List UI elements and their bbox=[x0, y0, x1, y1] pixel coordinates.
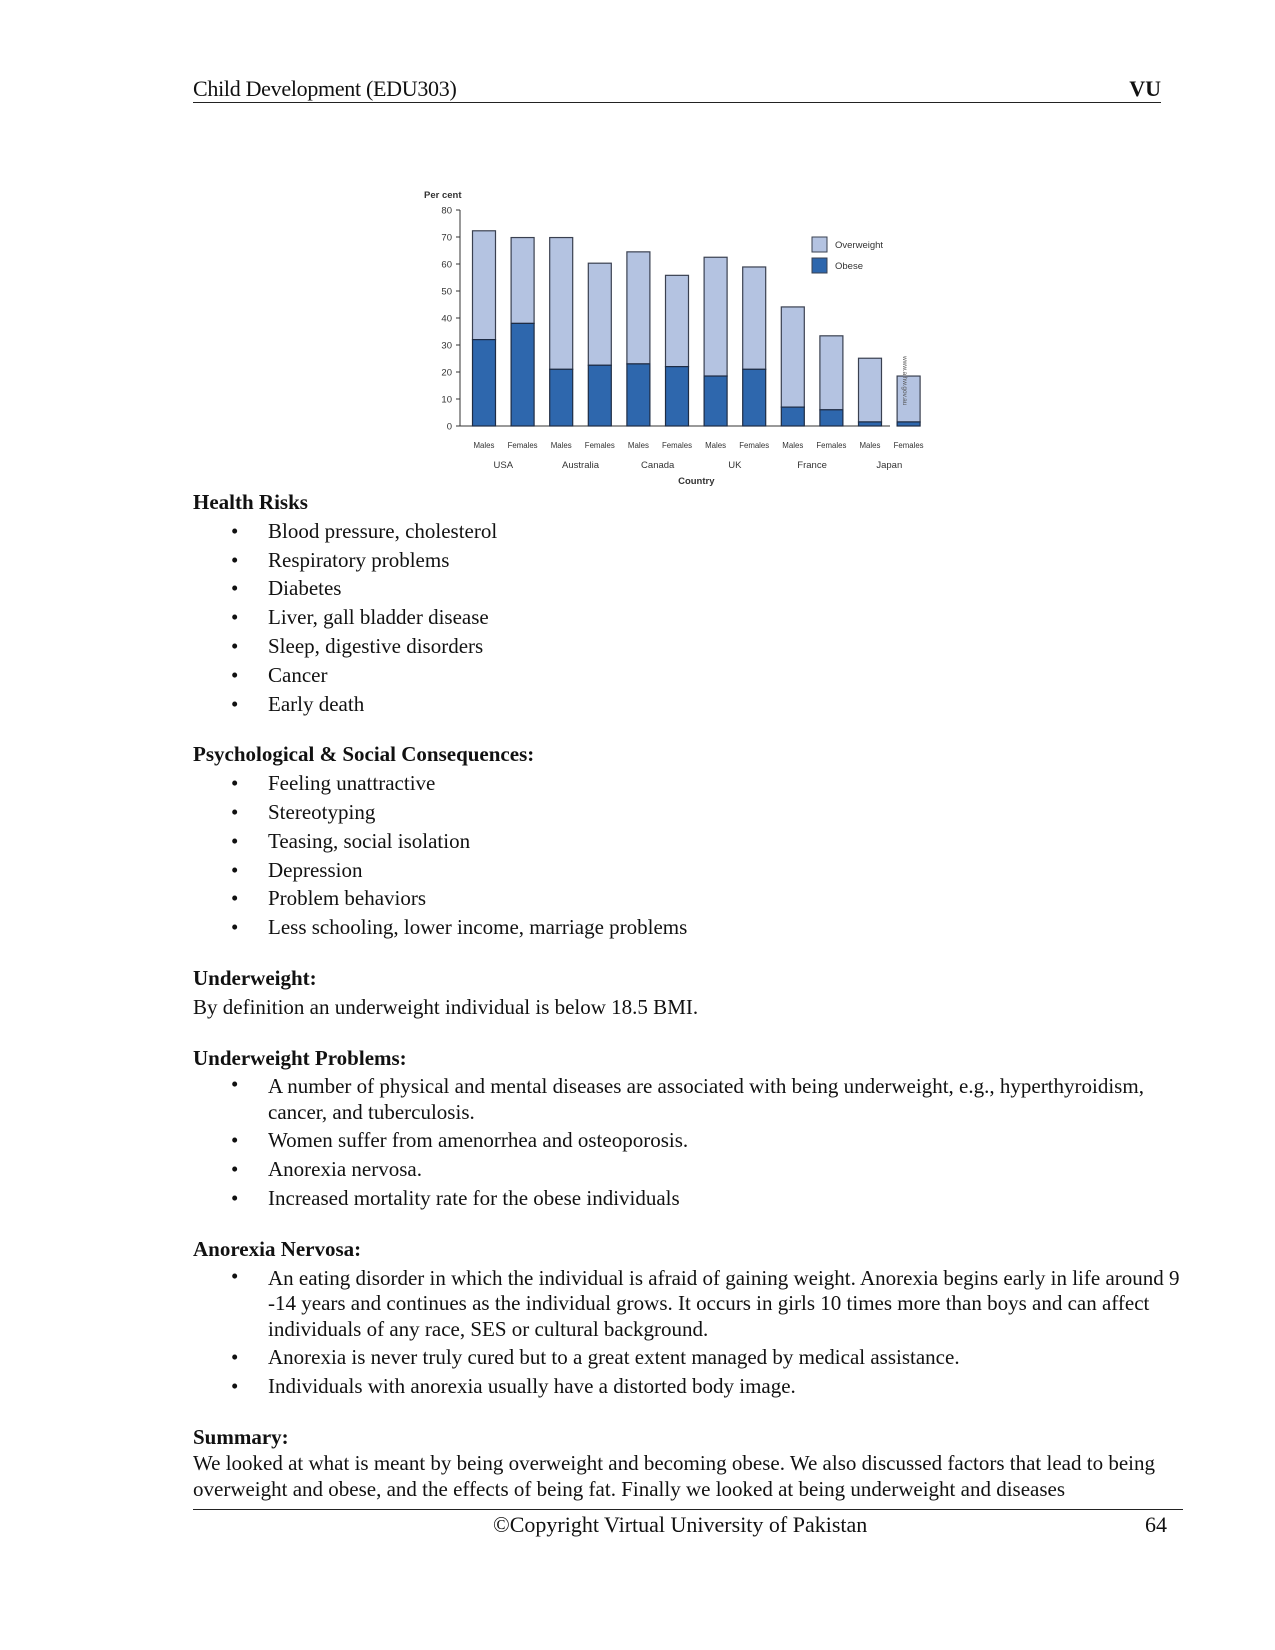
list-item bbox=[193, 574, 1193, 603]
y-axis-label: Per cent bbox=[424, 190, 462, 201]
y-tick-label: 30 bbox=[441, 340, 452, 352]
page-footer bbox=[193, 1512, 1167, 1542]
list-item bbox=[193, 661, 1193, 690]
section-title-psych: Psychological & Social Consequences: bbox=[193, 742, 535, 767]
list-item bbox=[193, 827, 1193, 856]
bullet-icon: • bbox=[231, 691, 239, 716]
list-item-text: Less schooling, lower income, marriage problems bbox=[268, 915, 688, 940]
page-number: 64 bbox=[1145, 1512, 1167, 1537]
x-axis-label: Country bbox=[678, 476, 715, 487]
x-tick-label: Males bbox=[782, 441, 804, 450]
footer-divider bbox=[193, 1509, 1183, 1510]
bar-overweight bbox=[743, 267, 766, 369]
psych-list bbox=[193, 769, 1193, 942]
document-body bbox=[193, 488, 1193, 1502]
bar-overweight bbox=[781, 307, 804, 407]
bullet-icon: • bbox=[231, 662, 239, 687]
list-item-text: Feeling unattractive bbox=[268, 771, 436, 796]
list-item-text: Sleep, digestive disorders bbox=[268, 633, 484, 658]
bullet-icon: • bbox=[231, 1345, 239, 1370]
list-item-text: Cancer bbox=[268, 662, 328, 687]
list-item bbox=[193, 1343, 1193, 1372]
bar-obese bbox=[588, 365, 611, 426]
list-item bbox=[193, 798, 1193, 827]
list-item bbox=[193, 1184, 1193, 1213]
list-item-text: Early death bbox=[268, 691, 365, 716]
y-tick-label: 10 bbox=[441, 394, 452, 406]
list-item-text: Blood pressure, cholesterol bbox=[268, 518, 498, 543]
health-risks-list bbox=[193, 517, 1193, 719]
section-title-health-risks: Health Risks bbox=[193, 490, 308, 514]
bullet-icon: • bbox=[231, 1263, 239, 1288]
x-group-label: UK bbox=[728, 460, 742, 471]
bar-obese bbox=[704, 376, 727, 426]
list-item bbox=[193, 1126, 1193, 1155]
x-tick-label: Males bbox=[859, 441, 881, 450]
bar-overweight bbox=[704, 257, 727, 376]
y-tick-label: 20 bbox=[441, 367, 452, 379]
y-tick-label: 50 bbox=[441, 286, 452, 298]
x-tick-label: Males bbox=[705, 441, 727, 450]
bullet-icon: • bbox=[231, 547, 239, 572]
legend-swatch bbox=[812, 258, 827, 273]
y-tick-label: 70 bbox=[441, 232, 452, 244]
list-item-text: Diabetes bbox=[268, 576, 342, 601]
x-tick-label: Males bbox=[473, 441, 495, 450]
list-item bbox=[193, 856, 1193, 885]
summary-text: We looked at what is meant by being overweight and becoming obese. We also discussed factors that lead to being overweight and obese, and the effects of being fat. Finally we looked at being underweight and diseases bbox=[193, 1451, 1155, 1501]
bullet-icon: • bbox=[231, 857, 239, 882]
legend-label: Obese bbox=[835, 261, 863, 272]
list-item bbox=[193, 603, 1193, 632]
section-title-summary: Summary: bbox=[193, 1424, 289, 1449]
bar-overweight bbox=[666, 275, 689, 366]
bullet-icon: • bbox=[231, 1072, 239, 1097]
x-tick-label: Females bbox=[739, 441, 770, 450]
x-tick-label: Males bbox=[627, 441, 649, 450]
bar-obese bbox=[666, 367, 689, 426]
x-tick-label: Females bbox=[816, 441, 847, 450]
x-tick-label: Females bbox=[893, 441, 924, 450]
org-label: VU bbox=[1129, 76, 1161, 101]
bullet-icon: • bbox=[231, 1185, 239, 1210]
bar-overweight bbox=[627, 252, 650, 364]
list-item-text: Teasing, social isolation bbox=[268, 828, 471, 853]
bar-overweight bbox=[473, 231, 496, 340]
list-item bbox=[193, 546, 1193, 575]
bullet-icon: • bbox=[231, 576, 239, 601]
bar-overweight bbox=[588, 263, 611, 365]
bullet-icon: • bbox=[231, 1373, 239, 1398]
page-header bbox=[193, 72, 1161, 103]
list-item-text: Anorexia nervosa. bbox=[268, 1157, 422, 1182]
bullet-icon: • bbox=[231, 633, 239, 658]
list-item bbox=[193, 517, 1193, 546]
x-tick-label: Females bbox=[507, 441, 538, 450]
bullet-icon: • bbox=[231, 828, 239, 853]
bar-overweight bbox=[820, 336, 843, 410]
bullet-icon: • bbox=[231, 886, 239, 911]
list-item-text: Depression bbox=[268, 857, 363, 882]
list-item-text: Respiratory problems bbox=[268, 547, 450, 572]
bar-obese bbox=[550, 369, 573, 426]
bullet-icon: • bbox=[231, 771, 239, 796]
bar-obese bbox=[897, 422, 920, 426]
bullet-icon: • bbox=[231, 1128, 239, 1153]
list-item bbox=[193, 1264, 1193, 1344]
section-title-underweight: Underweight: bbox=[193, 965, 317, 990]
list-item-text: Women suffer from amenorrhea and osteoporosis. bbox=[268, 1128, 689, 1153]
bar-obese bbox=[859, 422, 882, 426]
x-group-label: France bbox=[797, 460, 827, 471]
y-tick-label: 0 bbox=[446, 421, 452, 433]
bar-obese bbox=[781, 407, 804, 426]
list-item-text: Anorexia is never truly cured but to a great extent managed by medical assistance. bbox=[268, 1345, 960, 1370]
x-tick-label: Females bbox=[662, 441, 692, 450]
y-tick-label: 60 bbox=[441, 259, 452, 271]
bar-overweight bbox=[511, 238, 534, 324]
section-title-anorexia: Anorexia Nervosa: bbox=[193, 1236, 362, 1261]
x-group-label: Australia bbox=[562, 460, 599, 471]
bar-obese bbox=[511, 323, 534, 426]
x-tick-label: Females bbox=[584, 441, 615, 450]
chart-watermark: www.aihw.gov.au bbox=[901, 356, 908, 406]
bullet-icon: • bbox=[231, 915, 239, 940]
x-tick-label: Males bbox=[550, 441, 572, 450]
course-title: Child Development (EDU303) bbox=[193, 76, 457, 101]
bar-overweight bbox=[859, 358, 882, 422]
anorexia-list bbox=[193, 1264, 1193, 1401]
chart-canvas bbox=[420, 190, 940, 500]
x-group-label: Japan bbox=[876, 460, 903, 471]
list-item bbox=[193, 769, 1193, 798]
list-item bbox=[193, 632, 1193, 661]
list-item-text: Problem behaviors bbox=[268, 886, 427, 911]
underweight-definition: By definition an underweight individual is below 18.5 BMI. bbox=[193, 994, 699, 1019]
list-item-text: Stereotyping bbox=[268, 799, 376, 824]
bar-overweight bbox=[550, 238, 573, 370]
y-tick-label: 40 bbox=[441, 313, 452, 325]
bullet-icon: • bbox=[231, 518, 239, 543]
underweight-problems-list bbox=[193, 1072, 1193, 1212]
list-item-text: A number of physical and mental diseases are associated with being underweight, e.g., hyperthyroidism, cancer, and tuberculosis. bbox=[268, 1074, 1144, 1124]
list-item-text: An eating disorder in which the individual is afraid of gaining weight. Anorexia begins early in life around 9 -14 years and continues as the individual grows. It occurs in girls 10 times more than boys and can affect individuals of any race, SES or cultural background. bbox=[268, 1265, 1180, 1341]
list-item bbox=[193, 1372, 1193, 1401]
x-group-label: USA bbox=[493, 460, 514, 471]
list-item bbox=[193, 1072, 1193, 1126]
list-item-text: Individuals with anorexia usually have a distorted body image. bbox=[268, 1373, 796, 1398]
bullet-icon: • bbox=[231, 799, 239, 824]
list-item bbox=[193, 913, 1193, 942]
obesity-bar-chart bbox=[420, 190, 940, 500]
list-item bbox=[193, 1155, 1193, 1184]
legend-swatch bbox=[812, 237, 827, 252]
list-item bbox=[193, 690, 1193, 719]
x-group-label: Canada bbox=[641, 460, 675, 471]
list-item-text: Liver, gall bladder disease bbox=[268, 605, 489, 630]
list-item bbox=[193, 884, 1193, 913]
bar-obese bbox=[473, 340, 496, 426]
legend-label: Overweight bbox=[835, 240, 884, 251]
section-title-underweight-problems: Underweight Problems: bbox=[193, 1045, 407, 1070]
bullet-icon: • bbox=[231, 605, 239, 630]
y-tick-label: 80 bbox=[441, 205, 452, 217]
bar-obese bbox=[820, 410, 843, 426]
bar-obese bbox=[743, 369, 766, 426]
bar-obese bbox=[627, 364, 650, 426]
copyright-text: ©Copyright Virtual University of Pakistan bbox=[493, 1512, 868, 1537]
list-item-text: Increased mortality rate for the obese individuals bbox=[268, 1185, 680, 1210]
bullet-icon: • bbox=[231, 1157, 239, 1182]
